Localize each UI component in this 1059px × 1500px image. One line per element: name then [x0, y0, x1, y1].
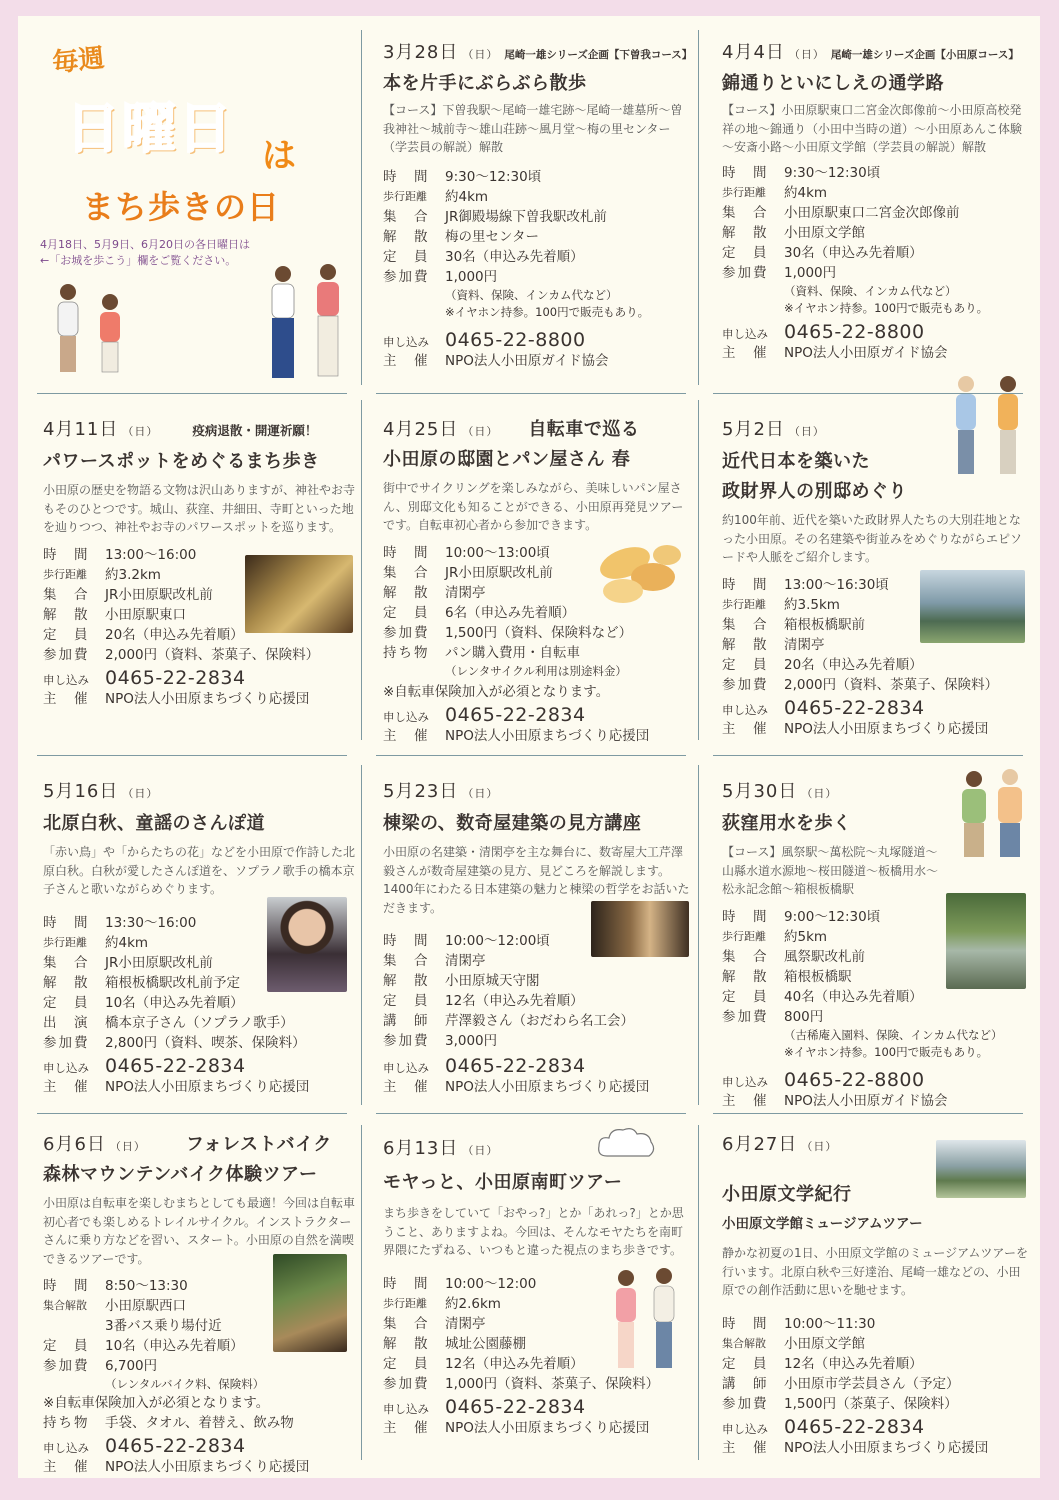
hero-title-suffix: は	[262, 136, 296, 176]
event-distance: 約4km	[445, 188, 489, 205]
event-title: 北原白秋、童謡のさんぽ道	[43, 813, 265, 834]
event-description: 小田原の名建築・清閑亭を主な舞台に、数寄屋大工芹澤毅さんが数奇屋建築の見方、見どころを解説します。1400年にわたる日本建築の魅力と棟梁の哲学をお話いただきます。	[383, 845, 690, 915]
event-capacity: 12名（申込み先着順）	[445, 993, 584, 1009]
event-performer: 橋本京子さん（ソプラノ歌手）	[105, 1014, 294, 1031]
divider	[376, 755, 686, 756]
series-label: 尾崎一雄シリーズ企画【下曽我コース】	[504, 49, 693, 61]
series-label: 尾崎一雄シリーズ企画【小田原コース】	[830, 49, 1019, 61]
divider	[361, 1125, 362, 1460]
divider	[698, 1125, 699, 1460]
event-dismiss: 箱根板橋駅改札前予定	[105, 974, 240, 991]
event-tel[interactable]: 0465-22-2834	[445, 1055, 586, 1077]
event-tel[interactable]: 0465-22-8800	[445, 328, 586, 351]
event-title: 荻窪用水を歩く	[722, 813, 852, 834]
waterway-photo	[946, 893, 1026, 989]
villa-photo	[920, 570, 1025, 643]
event-date: 6月6日 （日）	[43, 1134, 146, 1155]
event-date: 5月30日 （日）	[722, 781, 838, 802]
event-capacity: 30名（申込み先着順）	[784, 244, 923, 261]
divider	[713, 755, 1023, 756]
event-description: 小田原の歴史を物語る文物は沢山ありますが、神社やお寺もそのひとつです。城山、荻窪、井細田、寺町といった地を辿りつつ、神社やお寺のパワースポットを巡ります。	[43, 483, 356, 534]
event-time: 10:00～13:00頃	[445, 544, 550, 561]
divider	[361, 765, 362, 1105]
event-tel[interactable]: 0465-22-2834	[445, 1395, 586, 1418]
event-title: 小田原の邸園とパン屋さん 春	[383, 449, 631, 470]
divider	[713, 1113, 1023, 1114]
event-organizer: NPO法人小田原ガイド協会	[445, 352, 609, 369]
event-card: 4月25日 （日） 自転車で巡る 小田原の邸園とパン屋さん 春 街中でサイクリングを楽しみながら、美味しいパン屋さん、別邸文化も知ることができる、小田原再発見ツアーです。自転車初心者から参加できます。 時 間 10:00～13:00頃 集 合 JR小田原駅改札前 解 散 清閑亭 定 員 6名（申込み先着順） 参加費 1,500円（資料、保険料など） 持ち物 パン購入費用・自転車 （レンタサイクル利用は別途料金） ※自転車保険加入が必須となります。 申し込み 0465-22-2834 主 催 NPO法人小田原まちづくり応援団	[383, 415, 693, 735]
event-capacity: 6名（申込み先着順）	[445, 604, 576, 621]
divider	[376, 393, 686, 394]
event-meet: JR小田原駅改札前	[105, 954, 213, 971]
event-tel[interactable]: 0465-22-2834	[445, 703, 586, 726]
event-description: 【コース】風祭駅～萬松院～丸塚隧道～山縣水道水源地～桜田隧道～板橋用水～松永記念館～箱根板橋駅	[722, 845, 939, 896]
event-lecturer: 芹澤毅さん（おだわら名工会）	[445, 1013, 634, 1029]
event-date: 5月23日 （日）	[383, 781, 499, 802]
event-title: 錦通りといにしえの通学路	[722, 73, 944, 94]
event-card: 3月28日 （日） 尾崎一雄シリーズ企画【下曽我コース】 本を片手にぶらぶら散歩 【コース】下曽我駅～尾崎一雄宅跡～尾崎一雄墓所～曽我神社～城前寺～雄山荘跡～風月堂～梅の里センター（学芸員の解説）解散 時 間 9:30～12:30頃 歩行距離 約4km 集 合 JR御殿場線下曽我駅改札前 解 散 梅の里センター 定 員 30名（申込み先着順） 参加費 1,000円 （資料、保険、インカム代など） ※イヤホン持参。100円で販売もあり。 申し込み 0465-22-8800 主 催 NPO法人小田原ガイド協会	[383, 38, 693, 368]
hero-note-line: 4月18日、5月9日、6月20日の各日曜日は	[40, 238, 250, 251]
mountain-bike-photo	[273, 1254, 347, 1352]
event-meet: 箱根板橋駅前	[784, 616, 865, 633]
event-dismiss: 清閑亭	[784, 636, 825, 653]
event-fee: 2,800円（資料、喫茶、保険料）	[105, 1034, 306, 1051]
museum-photo	[936, 1140, 1026, 1198]
event-tel[interactable]: 0465-22-2834	[105, 666, 246, 689]
elderly-couple-illustration	[944, 370, 1032, 480]
event-tel[interactable]: 0465-22-2834	[784, 696, 925, 719]
event-organizer: NPO法人小田原ガイド協会	[784, 344, 948, 361]
event-card: 5月16日 （日） 北原白秋、童謡のさんぽ道 「赤い鳥」や「からたちの花」などを小田原で作詩した北原白秋。白秋が愛したさんぽ道を、ソプラノ歌手の橋本京子さんと歌いながらめぐります。 時 間 13:30～16:00 歩行距離 約4km 集 合 JR小田原駅改札前 解 散 箱根板橋駅改札前予定 定 員 10名（申込み先着順） 出 演 橋本京子さん（ソプラノ歌手） 参加費 2,800円（資料、喫茶、保険料） 申し込み 0465-22-2834 主 催 NPO法人小田原まちづくり応援団	[43, 777, 355, 1097]
event-fee: 1,000円	[784, 264, 837, 281]
event-description: 街中でサイクリングを楽しみながら、美味しいパン屋さん、別邸文化も知ることができる、小田原再発見ツアーです。自転車初心者から参加できます。	[383, 481, 684, 532]
event-capacity: 10名（申込み先着順）	[105, 994, 244, 1011]
event-tel[interactable]: 0465-22-2834	[105, 1054, 246, 1077]
hero-note-line: ←「お城を歩こう」欄をご覧ください。	[40, 254, 237, 267]
event-description: 「赤い鳥」や「からたちの花」などを小田原で作詩した北原白秋。白秋が愛したさんぽ道を、ソプラノ歌手の橋本京子さんと歌いながらめぐります。	[43, 845, 356, 896]
event-organizer: NPO法人小田原まちづくり応援団	[784, 1439, 989, 1456]
event-note: ※自転車保険加入が必須となります。	[383, 683, 610, 700]
event-date: 4月4日 （日）	[722, 42, 825, 63]
couple-illustration	[608, 1264, 688, 1374]
hero-weekly: 毎週	[50, 43, 106, 79]
walkers-illustration	[38, 262, 348, 387]
event-tag: フォレストバイク	[185, 1134, 332, 1155]
event-time: 9:30～12:30頃	[445, 168, 542, 185]
event-dismiss: 小田原城天守閣	[445, 973, 540, 989]
cloud-icon	[595, 1126, 657, 1166]
fee-note: （資料、保険、インカム代など）	[784, 283, 957, 298]
event-fee: 1,500円（茶菓子、保険料）	[784, 1395, 958, 1412]
event-dismiss: 梅の里センター	[445, 228, 539, 245]
fee-note: ※イヤホン持参。100円で販売もあり。	[445, 304, 650, 319]
event-distance: 約4km	[105, 934, 149, 951]
event-meet-dismiss: 小田原文学館	[784, 1335, 865, 1352]
bring-note: （レンタサイクル利用は別途料金）	[445, 663, 627, 678]
event-bring: 手袋、タオル、着替え、飲み物	[105, 1415, 294, 1431]
event-fee: 3,000円	[445, 1033, 498, 1049]
event-capacity: 40名（申込み先着順）	[784, 988, 923, 1005]
divider	[361, 400, 362, 740]
event-meet: 風祭駅改札前	[784, 948, 865, 965]
divider	[698, 30, 699, 385]
event-fee: 2,000円（資料、茶菓子、保険料）	[784, 676, 999, 693]
divider	[698, 400, 699, 740]
event-title: パワースポットをめぐるまち歩き	[43, 451, 320, 472]
event-title: 本を片手にぶらぶら散歩	[383, 73, 587, 94]
event-meet: 清閑亭	[445, 953, 486, 969]
event-distance: 約3.5km	[784, 596, 840, 613]
fee-note: （古稀庵入園料、保険、インカム代など）	[784, 1027, 1003, 1042]
event-meet-dismiss: 3番バス乗り場付近	[105, 1318, 222, 1334]
event-bring: パン購入費用・自転車	[445, 644, 580, 661]
event-time: 10:00～11:30	[784, 1315, 876, 1332]
hikers-illustration	[952, 767, 1032, 862]
event-distance: 約2.6km	[445, 1295, 501, 1312]
event-tag: 疫病退散・開運祈願！	[192, 423, 318, 438]
event-dismiss: 清閑亭	[445, 584, 486, 601]
event-distance: 約4km	[784, 184, 828, 201]
event-description: 【コース】小田原駅東口二宮金次郎像前～小田原高校発祥の地～錦通り（小田中当時の道）～小田原あんこ体験～安斎小路～小田原文学館（学芸員の解説）解散	[722, 103, 1023, 154]
event-title: 近代日本を築いた	[722, 451, 870, 472]
event-organizer: NPO法人小田原まちづくり応援団	[445, 1079, 650, 1095]
event-tel[interactable]: 0465-22-8800	[784, 320, 925, 343]
event-fee: 1,000円	[445, 268, 498, 285]
event-card: 6月6日 （日） フォレストバイク 森林マウンテンバイク体験ツアー 小田原は自転車を楽しむまちとしても最適！今回は自転車初心者でも楽しめるトレイルサイクル。インストラクターさんに乗り方などを習い、スタート。小田原の自然を満喫できるツアーです。 時 間 8:50～13:30 集合解散 小田原駅西口 3番バス乗り場付近 定 員 10名（申込み先着順） 参加費 6,700円 （レンタルバイク料、保険料） ※自転車保険加入が必須となります。 持ち物 手袋、タオル、着替え、飲み物 申し込み 0465-22-2834 主 催 NPO法人小田原まちづくり応援団	[43, 1130, 355, 1470]
event-card: 4月4日 （日） 尾崎一雄シリーズ企画【小田原コース】 錦通りといにしえの通学路 【コース】小田原駅東口二宮金次郎像前～小田原高校発祥の地～錦通り（小田中当時の道）～小田原あんこ体験～安斎小路～小田原文学館（学芸員の解説）解散 時 間 9:30～12:30頃 歩行距離 約4km 集 合 小田原駅東口二宮金次郎像前 解 散 小田原文学館 定 員 30名（申込み先着順） 参加費 1,000円 （資料、保険、インカム代など） ※イヤホン持参。100円で販売もあり。 申し込み 0465-22-8800 主 催 NPO法人小田原ガイド協会	[722, 38, 1032, 368]
event-meet-dismiss: 小田原駅西口	[105, 1298, 186, 1314]
event-meet: JR小田原駅改札前	[105, 586, 213, 603]
fee-note: （レンタルバイク料、保険料）	[105, 1377, 265, 1391]
event-meet: 小田原駅東口二宮金次郎像前	[784, 204, 960, 221]
divider	[37, 1113, 347, 1114]
event-fee: 800円	[784, 1008, 824, 1025]
divider	[376, 1113, 686, 1114]
hero-subtitle: まち歩きの日	[82, 188, 281, 226]
event-fee: 2,000円（資料、茶菓子、保険料）	[105, 646, 320, 663]
event-card: 5月2日 （日） 近代日本を築いた 政財界人の別邸めぐり 約100年前、近代を築いた政財界人たちの大別荘地となった小田原。その名建築や街並みをめぐりながらエピソードや人脈をご紹介します。 時 間 13:00～16:30頃 歩行距離 約3.5km 集 合 箱根板橋駅前 解 散 清閑亭 定 員 20名（申込み先着順） 参加費 2,000円（資料、茶菓子、保険料） 申し込み 0465-22-2834 主 催 NPO法人小田原まちづくり応援団	[722, 415, 1032, 735]
event-title: 森林マウンテンバイク体験ツアー	[43, 1164, 318, 1185]
event-title: 棟梁の、数奇屋建築の見方講座	[383, 813, 642, 834]
event-title: モヤっと、小田原南町ツアー	[383, 1172, 623, 1193]
event-tel[interactable]: 0465-22-2834	[105, 1435, 246, 1457]
divider	[361, 30, 362, 385]
event-card: 5月30日 （日） 荻窪用水を歩く 【コース】風祭駅～萬松院～丸塚隧道～山縣水道水源地～桜田隧道～板橋用水～松永記念館～箱根板橋駅 時 間 9:00～12:30頃 歩行距離 約5km 集 合 風祭駅改札前 解 散 箱根板橋駅 定 員 40名（申込み先着順） 参加費 800円 （古稀庵入園料、保険、インカム代など） ※イヤホン持参。100円で販売もあり。 申し込み 0465-22-8800 主 催 NPO法人小田原ガイド協会	[722, 777, 1032, 1097]
event-title: 小田原文学紀行	[722, 1184, 852, 1205]
event-organizer: NPO法人小田原ガイド協会	[784, 1092, 948, 1109]
event-capacity: 12名（申込み先着順）	[784, 1355, 923, 1372]
event-distance: 約3.2km	[105, 566, 161, 583]
event-tel[interactable]: 0465-22-2834	[784, 1415, 925, 1438]
event-card: 6月27日 （日） 小田原文学紀行 小田原文学館ミュージアムツアー 静かな初夏の1日、小田原文学館のミュージアムツアーを行います。北原白秋や三好達治、尾崎一雄などの、小田原での創作活動に思いを馳せます。 時 間 10:00～11:30 集合解散 小田原文学館 定 員 12名（申込み先着順） 講 師 小田原市学芸員さん（予定） 参加費 1,500円（茶菓子、保険料） 申し込み 0465-22-2834 主 催 NPO法人小田原まちづくり応援団	[722, 1130, 1032, 1470]
event-organizer: NPO法人小田原まちづくり応援団	[784, 720, 989, 737]
event-date: 4月11日 （日）	[43, 419, 159, 440]
event-description: 小田原は自転車を楽しむまちとしても最適！今回は自転車初心者でも楽しめるトレイルサイクル。インストラクターさんに乗り方などを習い、スタート。小田原の自然を満喫できるツアーです。	[43, 1196, 356, 1266]
event-dismiss: 小田原駅東口	[105, 606, 186, 623]
hero-block	[30, 30, 355, 390]
event-subtitle: 小田原文学館ミュージアムツアー	[722, 1216, 923, 1232]
event-dismiss: 箱根板橋駅	[784, 968, 852, 985]
event-time: 9:30～12:30頃	[784, 164, 881, 181]
event-time: 8:50～13:30	[105, 1278, 188, 1294]
singer-photo	[267, 897, 347, 992]
event-meet: JR小田原駅改札前	[445, 564, 553, 581]
divider	[37, 393, 347, 394]
event-fee: 1,000円（資料、茶菓子、保険料）	[445, 1375, 660, 1392]
fee-note: ※イヤホン持参。100円で販売もあり。	[784, 300, 989, 315]
event-card: 4月11日 （日） 疫病退散・開運祈願！ パワースポットをめぐるまち歩き 小田原の歴史を物語る文物は沢山ありますが、神社やお寺もそのひとつです。城山、荻窪、井細田、寺町といった地を辿りつつ、神社やお寺のパワースポットを巡ります。 時 間 13:00～16:00 歩行距離 約3.2km 集 合 JR小田原駅改札前 解 散 小田原駅東口 定 員 20名（申込み先着順） 参加費 2,000円（資料、茶菓子、保険料） 申し込み 0465-22-2834 主 催 NPO法人小田原まちづくり応援団	[43, 415, 355, 735]
event-capacity: 10名（申込み先着順）	[105, 1338, 244, 1354]
event-meet: 清閑亭	[445, 1315, 486, 1332]
event-meet: JR御殿場線下曽我駅改札前	[445, 208, 607, 225]
event-time: 13:00～16:00	[105, 546, 197, 563]
event-organizer: NPO法人小田原まちづくり応援団	[445, 727, 650, 744]
event-capacity: 20名（申込み先着順）	[784, 656, 923, 673]
event-description: 約100年前、近代を築いた政財界人たちの大別荘地となった小田原。その名建築や街並みをめぐりながらエピソードや人脈をご紹介します。	[722, 513, 1023, 564]
event-distance: 約5km	[784, 928, 828, 945]
event-date: 6月27日 （日）	[722, 1134, 838, 1155]
event-card: 5月23日 （日） 棟梁の、数奇屋建築の見方講座 小田原の名建築・清閑亭を主な舞台に、数寄屋大工芹澤毅さんが数奇屋建築の見方、見どころを解説します。1400年にわたる日本建築の魅力と棟梁の哲学をお話いただきます。 時 間 10:00～12:00頃 集 合 清閑亭 解 散 小田原城天守閣 定 員 12名（申込み先着順） 講 師 芹澤毅さん（おだわら名工会） 参加費 3,000円 申し込み 0465-22-2834 主 催 NPO法人小田原まちづくり応援団	[383, 777, 693, 1097]
event-date: 5月16日 （日）	[43, 781, 159, 802]
event-organizer: NPO法人小田原まちづくり応援団	[105, 690, 310, 707]
craftsman-photo	[591, 901, 689, 957]
fee-note: （資料、保険、インカム代など）	[445, 287, 618, 302]
event-organizer: NPO法人小田原まちづくり応援団	[105, 1078, 310, 1095]
event-fee: 6,700円	[105, 1358, 158, 1374]
event-title: 政財界人の別邸めぐり	[722, 481, 907, 502]
event-date: 6月13日 （日）	[383, 1138, 499, 1159]
event-time: 10:00～12:00	[445, 1275, 537, 1292]
event-description: 静かな初夏の1日、小田原文学館のミュージアムツアーを行います。北原白秋や三好達治、尾崎一雄などの、小田原での創作活動に思いを馳せます。	[722, 1246, 1028, 1297]
event-tel[interactable]: 0465-22-8800	[784, 1068, 925, 1091]
hero-title: 日曜日	[66, 97, 234, 160]
event-time: 10:00～12:00頃	[445, 933, 550, 949]
event-capacity: 12名（申込み先着順）	[445, 1355, 584, 1372]
event-time: 13:30～16:00	[105, 914, 197, 931]
event-lecturer: 小田原市学芸員さん（予定）	[784, 1375, 960, 1392]
event-capacity: 30名（申込み先着順）	[445, 248, 584, 265]
event-organizer: NPO法人小田原まちづくり応援団	[445, 1419, 650, 1436]
event-description: 【コース】下曽我駅～尾崎一雄宅跡～尾崎一雄墓所～曽我神社～城前寺～雄山荘跡～風月堂～梅の里センター（学芸員の解説）解散	[383, 103, 683, 154]
shrine-photo	[245, 555, 353, 633]
event-time: 9:00～12:30頃	[784, 908, 881, 925]
event-date: 3月28日 （日）	[383, 42, 499, 63]
event-time: 13:00～16:30頃	[784, 576, 889, 593]
bread-illustration	[595, 533, 685, 611]
event-date: 5月2日 （日）	[722, 419, 825, 440]
event-organizer: NPO法人小田原まちづくり応援団	[105, 1459, 310, 1475]
event-dismiss: 小田原文学館	[784, 224, 865, 241]
event-dismiss: 城址公園藤棚	[445, 1335, 526, 1352]
event-tag: 自転車で巡る	[528, 419, 640, 440]
divider	[37, 755, 347, 756]
event-note: ※自転車保険加入が必須となります。	[43, 1395, 270, 1411]
event-card: 6月13日 （日） モヤっと、小田原南町ツアー まち歩きをしていて「おやっ?」とか「あれっ?」とか思うこと、ありますよね。今回は、そんなモヤたちを南町界隈にたずねる、いつもと違った視点のまち歩きです。 時 間 10:00～12:00 歩行距離 約2.6km 集 合 清閑亭 解 散 城址公園藤棚 定 員 12名（申込み先着順） 参加費 1,000円（資料、茶菓子、保険料） 申し込み 0465-22-2834 主 催 NPO法人小田原まちづくり応援団	[383, 1130, 693, 1470]
event-description: まち歩きをしていて「おやっ?」とか「あれっ?」とか思うこと、ありますよね。今回は、そんなモヤたちを南町界隈にたずねる、いつもと違った視点のまち歩きです。	[383, 1206, 684, 1257]
divider	[698, 765, 699, 1105]
event-fee: 1,500円（資料、保険料など）	[445, 624, 633, 641]
fee-note: ※イヤホン持参。100円で販売もあり。	[784, 1044, 989, 1059]
event-date: 4月25日 （日）	[383, 419, 499, 440]
event-capacity: 20名（申込み先着順）	[105, 626, 244, 643]
